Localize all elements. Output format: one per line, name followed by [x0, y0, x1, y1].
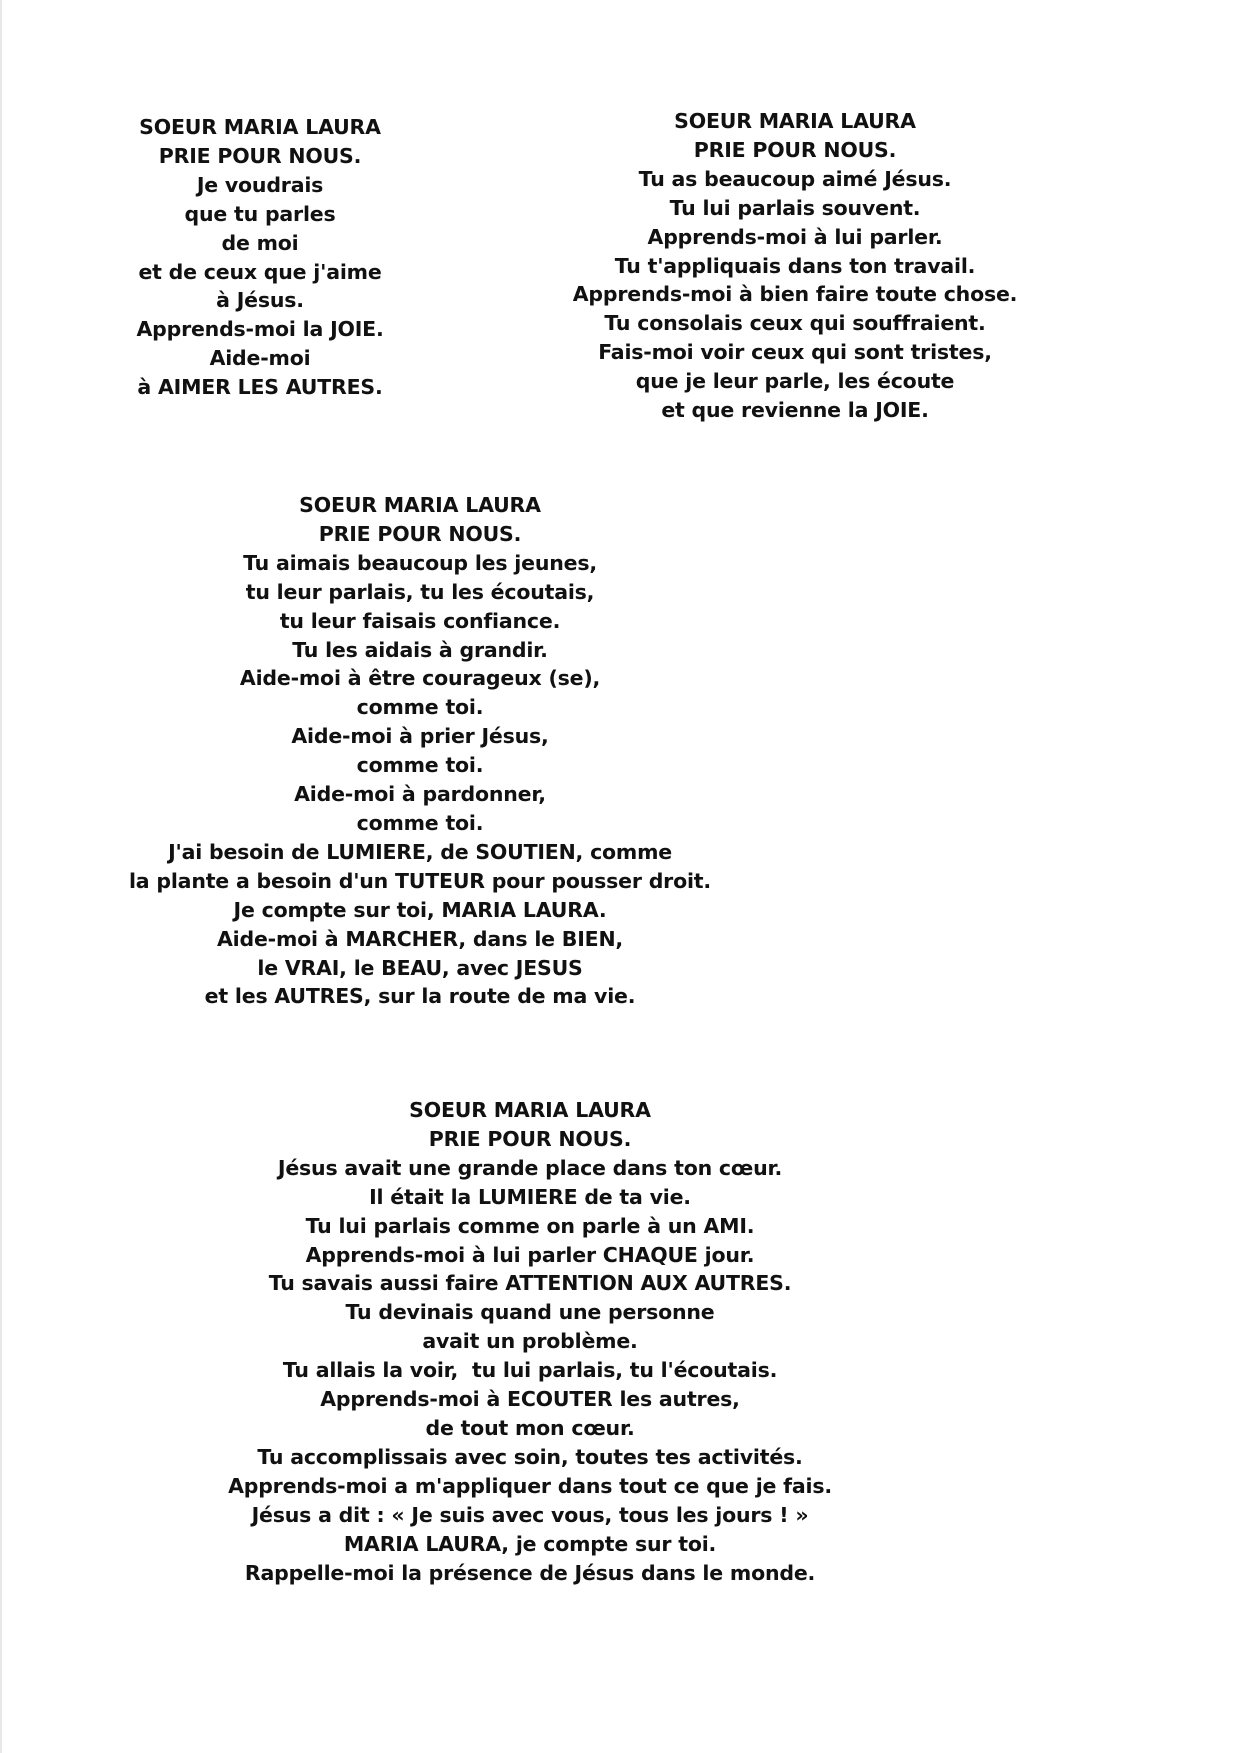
prayer-line: et de ceux que j'aime: [138, 259, 382, 284]
prayer-line: la plante a besoin d'un TUTEUR pour pousser droit.: [128, 868, 711, 893]
prayer-line: Tu accomplissais avec soin, toutes tes activités.: [257, 1444, 803, 1469]
prayer-line: Aide-moi à MARCHER, dans le BIEN,: [216, 926, 623, 951]
prayer-line: Tu t'appliquais dans ton travail.: [614, 253, 976, 278]
prayer-line: Aide-moi à pardonner,: [294, 782, 546, 807]
prayer-heading: SOEUR MARIA LAURA: [674, 109, 916, 133]
prayer-line: Je compte sur toi, MARIA LAURA.: [233, 897, 607, 922]
prayer-line: Apprends-moi a m'appliquer dans tout ce que je fais.: [228, 1473, 832, 1498]
page-edge-shadow: [0, 0, 2, 1753]
prayer-line: à Jésus.: [216, 288, 304, 313]
prayer-line: Aide-moi à être courageux (se),: [239, 666, 601, 691]
prayer-subheading: PRIE POUR NOUS.: [693, 137, 897, 162]
prayer-block-2: [560, 107, 1030, 425]
prayer-line: que tu parles: [184, 201, 336, 226]
prayer-line: Apprends-moi à ECOUTER les autres,: [320, 1387, 740, 1412]
prayer-line: avait un problème.: [422, 1329, 638, 1354]
prayer-block-4: [180, 1096, 880, 1587]
prayer-line: Tu savais aussi faire ATTENTION AUX AUTRES.: [268, 1271, 792, 1296]
prayer-line: Aide-moi: [209, 346, 311, 371]
prayer-heading: SOEUR MARIA LAURA: [139, 115, 381, 139]
prayer-line: Aide-moi à prier Jésus,: [291, 724, 549, 749]
prayer-subheading: PRIE POUR NOUS.: [158, 143, 362, 168]
prayer-line: comme toi.: [356, 753, 484, 778]
prayer-line: Apprends-moi la JOIE.: [136, 317, 384, 342]
prayer-line: à AIMER LES AUTRES.: [137, 375, 383, 400]
prayer-line: de tout mon cœur.: [425, 1415, 635, 1440]
prayer-line: Je voudrais: [196, 172, 324, 197]
prayer-heading: SOEUR MARIA LAURA: [409, 1098, 651, 1122]
prayer-line: que je leur parle, les écoute: [635, 369, 955, 394]
prayer-line: J'ai besoin de LUMIERE, de SOUTIEN, comme: [168, 839, 672, 864]
prayer-line: Jésus a dit : « Je suis avec vous, tous les jours ! »: [251, 1502, 809, 1527]
prayer-line: Tu aimais beaucoup les jeunes,: [243, 550, 597, 575]
prayer-line: Il était la LUMIERE de ta vie.: [369, 1184, 691, 1209]
prayer-line: Apprends-moi à bien faire toute chose.: [572, 282, 1018, 307]
prayer-line: comme toi.: [356, 695, 484, 720]
prayer-line: Tu lui parlais comme on parle à un AMI.: [305, 1213, 755, 1238]
prayer-line: Jésus avait une grande place dans ton cœur.: [277, 1155, 783, 1180]
prayer-line: Rappelle-moi la présence de Jésus dans le monde.: [244, 1560, 816, 1585]
prayer-line: Apprends-moi à lui parler CHAQUE jour.: [305, 1242, 755, 1267]
prayer-line: et que revienne la JOIE.: [661, 398, 929, 423]
prayer-line: Tu devinais quand une personne: [345, 1300, 715, 1325]
prayer-line: Apprends-moi à lui parler.: [647, 224, 943, 249]
prayer-line: MARIA LAURA, je compte sur toi.: [343, 1531, 717, 1556]
prayer-line: et les AUTRES, sur la route de ma vie.: [204, 984, 636, 1009]
prayer-heading: SOEUR MARIA LAURA: [299, 493, 541, 517]
prayer-line: de moi: [221, 230, 299, 255]
prayer-line: Tu consolais ceux qui souffraient.: [604, 311, 986, 336]
prayer-line: comme toi.: [356, 810, 484, 835]
prayer-block-3: [110, 491, 730, 1011]
prayer-line: Tu allais la voir, tu lui parlais, tu l'écoutais.: [282, 1358, 778, 1383]
prayer-line: Fais-moi voir ceux qui sont tristes,: [598, 340, 992, 365]
prayer-line: le VRAI, le BEAU, avec JESUS: [257, 955, 583, 980]
prayer-line: Tu lui parlais souvent.: [669, 195, 921, 220]
prayer-subheading: PRIE POUR NOUS.: [428, 1126, 632, 1151]
prayer-line: Tu as beaucoup aimé Jésus.: [638, 166, 952, 191]
prayer-line: Tu les aidais à grandir.: [292, 637, 548, 662]
prayer-subheading: PRIE POUR NOUS.: [318, 521, 522, 546]
prayer-line: tu leur parlais, tu les écoutais,: [245, 579, 595, 604]
prayer-block-1: [110, 113, 410, 402]
prayer-line: tu leur faisais confiance.: [279, 608, 561, 633]
